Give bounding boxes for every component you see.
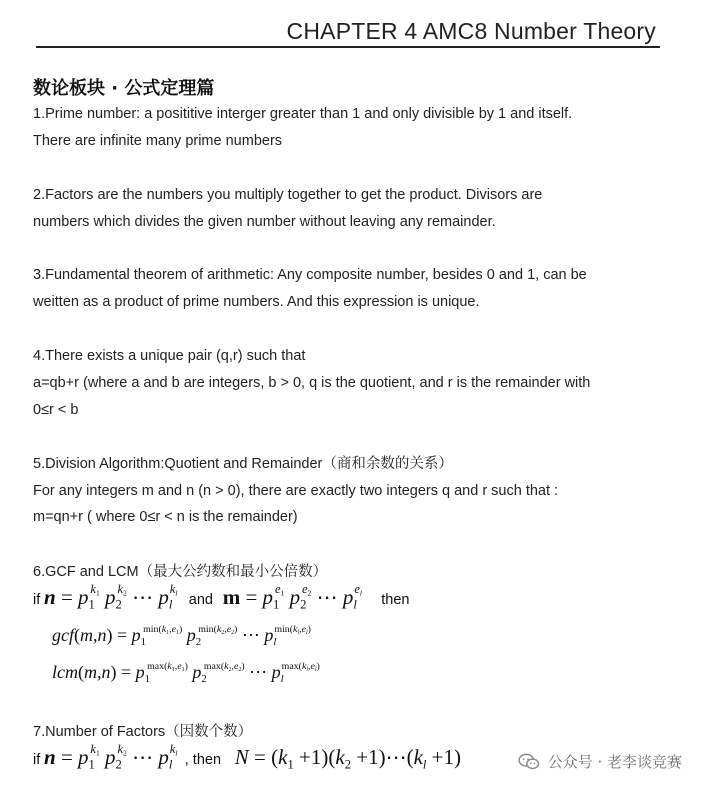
max-word-2: max [203, 661, 221, 673]
min-word-1: min [143, 624, 159, 636]
if-word: if [33, 592, 41, 608]
comma-then-word: , then [184, 752, 222, 768]
item-4-line-3: 0≤r < b [33, 402, 79, 418]
watermark [518, 751, 682, 772]
gcf-label: gcf [52, 625, 74, 645]
min-word-3: min [274, 624, 290, 636]
if-word-2: if [33, 752, 41, 768]
then-word: then [381, 592, 410, 608]
n-factorization: $n = p_1^{k_1}$ $p_2^{k_2}$ ⋯ $p_l^{k_l}$ [44, 581, 178, 612]
item-4-line-1: 4.There exists a unique pair (q,r) such that [33, 348, 306, 364]
item-3-line-1: 3.Fundamental theorem of arithmetic: Any composite number, besides 0 and 1, can be [33, 267, 587, 283]
watermark-text: 公众号 · 老李谈竞赛 [547, 753, 682, 771]
and-word: and [188, 592, 213, 608]
wechat-icon [518, 753, 540, 771]
item-2-line-2: numbers which divides the given number without leaving any remainder. [33, 214, 496, 230]
m-factorization: $m = p_1^{e_1}$ $p_2^{e_2}$ ⋯ $p_l^{e_l}$ [222, 581, 363, 612]
section-title: 数论板块 · 公式定理篇 [33, 78, 215, 99]
item-5-line-1: 5.Division Algorithm:Quotient and Remainder（商和余数的关系） [33, 456, 453, 472]
item-1-line-2: There are infinite many prime numbers [33, 133, 283, 149]
N-var: N [234, 745, 249, 769]
item-6-line-1: 6.GCF and LCM（最大公约数和最小公倍数） [33, 564, 328, 580]
item-4-line-2: a=qb+r (where a and b are integers, b > 0, q is the quotient, and r is the remainder with [33, 375, 591, 391]
item-5-line-2: For any integers m and n (n > 0), there are exactly two integers q and r such that : [33, 483, 559, 499]
header-divider [36, 46, 660, 48]
gcf-formula: $gcf(m,n) = p_1^{min(k_1,e_1)}$ $p_2^{min(k_2,e_2)}$ ⋯ $p_l^{min(k_l,e_l)}$ [52, 624, 311, 648]
lcm-label: lcm [52, 662, 78, 682]
number-of-factors-formula: if $n = p_1^{k_1}$ $p_2^{k_2}$ ⋯ $p_l^{k_l}$ , then $N = (k_1 +1)(k_2$ $+1)\cdots(k_l +1)$ [33, 741, 461, 772]
chapter-title: CHAPTER 4 AMC8 Number Theory [286, 18, 656, 44]
lcm-formula: $lcm(m,n) = p_1^{max(k_1,e_1)}$ $p_2^{max(k_2,e_2)}$ ⋯ $p_l^{max(k_l,e_l)}$ [52, 661, 320, 685]
item-7-line-1: 7.Number of Factors（因数个数） [33, 724, 253, 740]
item-2-line-1: 2.Factors are the numbers you multiply together to get the product. Divisors are [33, 187, 543, 203]
max-word-3: max [281, 661, 299, 673]
item-3-line-2: weitten as a product of prime numbers. And this expression is unique. [33, 294, 480, 310]
item-1-line-1: 1.Prime number: a posititive interger greater than 1 and only divisible by 1 and itself. [33, 106, 573, 122]
gcf-lcm-condition [33, 581, 410, 612]
item-5-line-3: m=qn+r ( where 0≤r < n is the remainder) [33, 509, 298, 525]
min-word-2: min [198, 624, 214, 636]
max-word-1: max [147, 661, 165, 673]
